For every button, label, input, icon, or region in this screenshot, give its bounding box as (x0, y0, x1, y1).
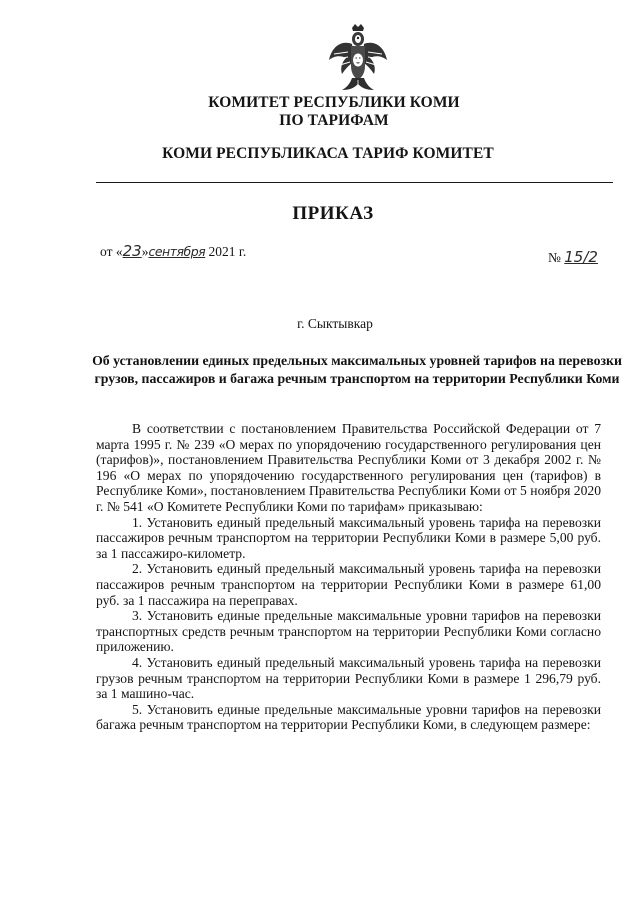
document-type: ПРИКАЗ (292, 203, 374, 224)
komi-republic-coat-of-arms-icon (326, 22, 390, 92)
order-item: 3. Установить единые предельные максимальные уровни тарифов на перевозки транспортных средств речным транспортом на территории Республики Коми согласно приложению. (96, 608, 601, 655)
date-prefix: от « (100, 244, 123, 259)
document-number (548, 248, 598, 266)
order-item: 4. Установить единый предельный максимальный уровень тарифа на перевозки грузов речным транспортом на территории Республики Коми в размере 1 296,79 руб. за 1 машино-час. (96, 654, 601, 702)
order-item: 5. Установить единые предельные максимальные уровни тарифов на перевозки багажа речным транспортом на территории Республики Коми, в следующем размере: (96, 701, 601, 733)
date-suffix: 2021 г. (205, 244, 247, 259)
org-name-line1: КОМИТЕТ РЕСПУБЛИКИ КОМИ (208, 94, 460, 111)
org-name-komi: КОМИ РЕСПУБЛИКАСА ТАРИФ КОМИТЕТ (162, 145, 494, 162)
date-month: сентября (148, 244, 206, 259)
org-name-line2: ПО ТАРИФАМ (279, 112, 389, 129)
document-date (100, 242, 246, 260)
document-subject: Об установлении единых предельных максимальных уровней тарифов на перевозки грузов, пассажиров и багажа речным транспортом на территории Республики Коми (92, 353, 622, 386)
number-prefix: № (548, 250, 565, 265)
preamble-paragraph: В соответствии с постановлением Правительства Российской Федерации от 7 марта 1995 г. № 239 «О мерах по упорядочению государственного регулирования цен (тарифов)», постановлением Правительства Республики Коми от 3 декабря 2002 г. № 196 «О мерах по упорядочению государственного регулирования цен (тарифов) в Республике Коми», постановлением Правительства Республики Коми от 5 ноября 2020 г. № 541 «О Комитете Республики Коми по тарифам» приказываю: (96, 421, 601, 514)
document-body (96, 421, 601, 733)
document-city: г. Сыктывкар (297, 316, 373, 331)
order-item: 2. Установить единый предельный максимальный уровень тарифа на перевозки пассажиров речным транспортом на территории Республики Коми в размере 61,00 руб. за 1 пассажира на переправах. (96, 561, 601, 608)
header-divider (96, 182, 613, 183)
order-item: 1. Установить единый предельный максимальный уровень тарифа на перевозки пассажиров речным транспортом на территории Республики Коми в размере 5,00 руб. за 1 пассажиро-километр. (96, 514, 601, 561)
date-mid: » (141, 244, 149, 259)
number-value: 15/2 (564, 248, 598, 266)
date-day: 23 (122, 242, 142, 260)
